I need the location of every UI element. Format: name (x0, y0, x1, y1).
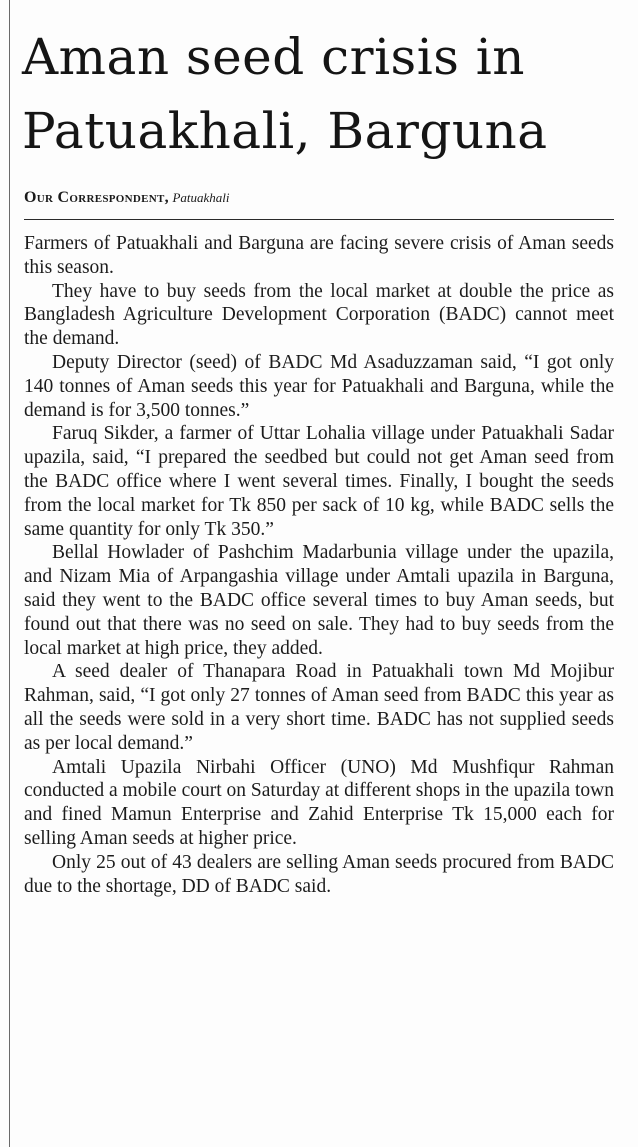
paragraph: A seed dealer of Thanapara Road in Patuakhali town Md Mojibur Rahman, said, “I got only 27 tonnes of Aman seed from BADC this year as all the seeds were sold in a very short time. BADC has not supplied seeds as per local demand.” (24, 661, 614, 754)
paragraph: Faruq Sikder, a farmer of Uttar Lohalia village under Patuakhali Sadar upazila, said, “I prepared the seedbed but could not get Aman seed from the BADC office where I went several times. Finally, I bought the seeds from the local market for Tk 850 per sack of 10 kg, while BADC sells the same quantity for only Tk 350.” (24, 423, 614, 540)
paragraph: Farmers of Patuakhali and Barguna are facing severe crisis of Aman seeds this season. (24, 233, 614, 278)
column-divider (9, 0, 10, 1147)
headline: Aman seed crisis in Patuakhali, Barguna (22, 28, 548, 160)
byline (24, 189, 624, 207)
paragraph: Bellal Howlader of Pashchim Madarbunia village under the upazila, and Nizam Mia of Arpangashia village under Amtali upazila in Barguna, said they went to the BADC office several times to buy Aman seeds, but found out that there was no seed on sale. They had to buy seeds from the local market at high price, they added. (24, 542, 614, 659)
paragraph: Only 25 out of 43 dealers are selling Aman seeds procured from BADC due to the shortage, DD of BADC said. (24, 851, 614, 897)
byline-location: Patuakhali (172, 190, 230, 205)
article-body (24, 232, 614, 898)
paragraph: They have to buy seeds from the local market at double the price as Bangladesh Agriculture Development Corporation (BADC) cannot meet the demand. (24, 280, 614, 350)
paragraph: Amtali Upazila Nirbahi Officer (UNO) Md Mushfiqur Rahman conducted a mobile court on Saturday at different shops in the upazila town and fined Mamun Enterprise and Zahid Enterprise Tk 15,000 each for selling Aman seeds at higher price. (24, 756, 614, 849)
byline-divider (24, 219, 614, 220)
byline-author: Our Correspondent, (24, 189, 169, 206)
paragraph: Deputy Director (seed) of BADC Md Asaduzzaman said, “I got only 140 tonnes of Aman seeds this year for Patuakhali and Barguna, while the demand is for 3,500 tonnes.” (24, 351, 614, 421)
